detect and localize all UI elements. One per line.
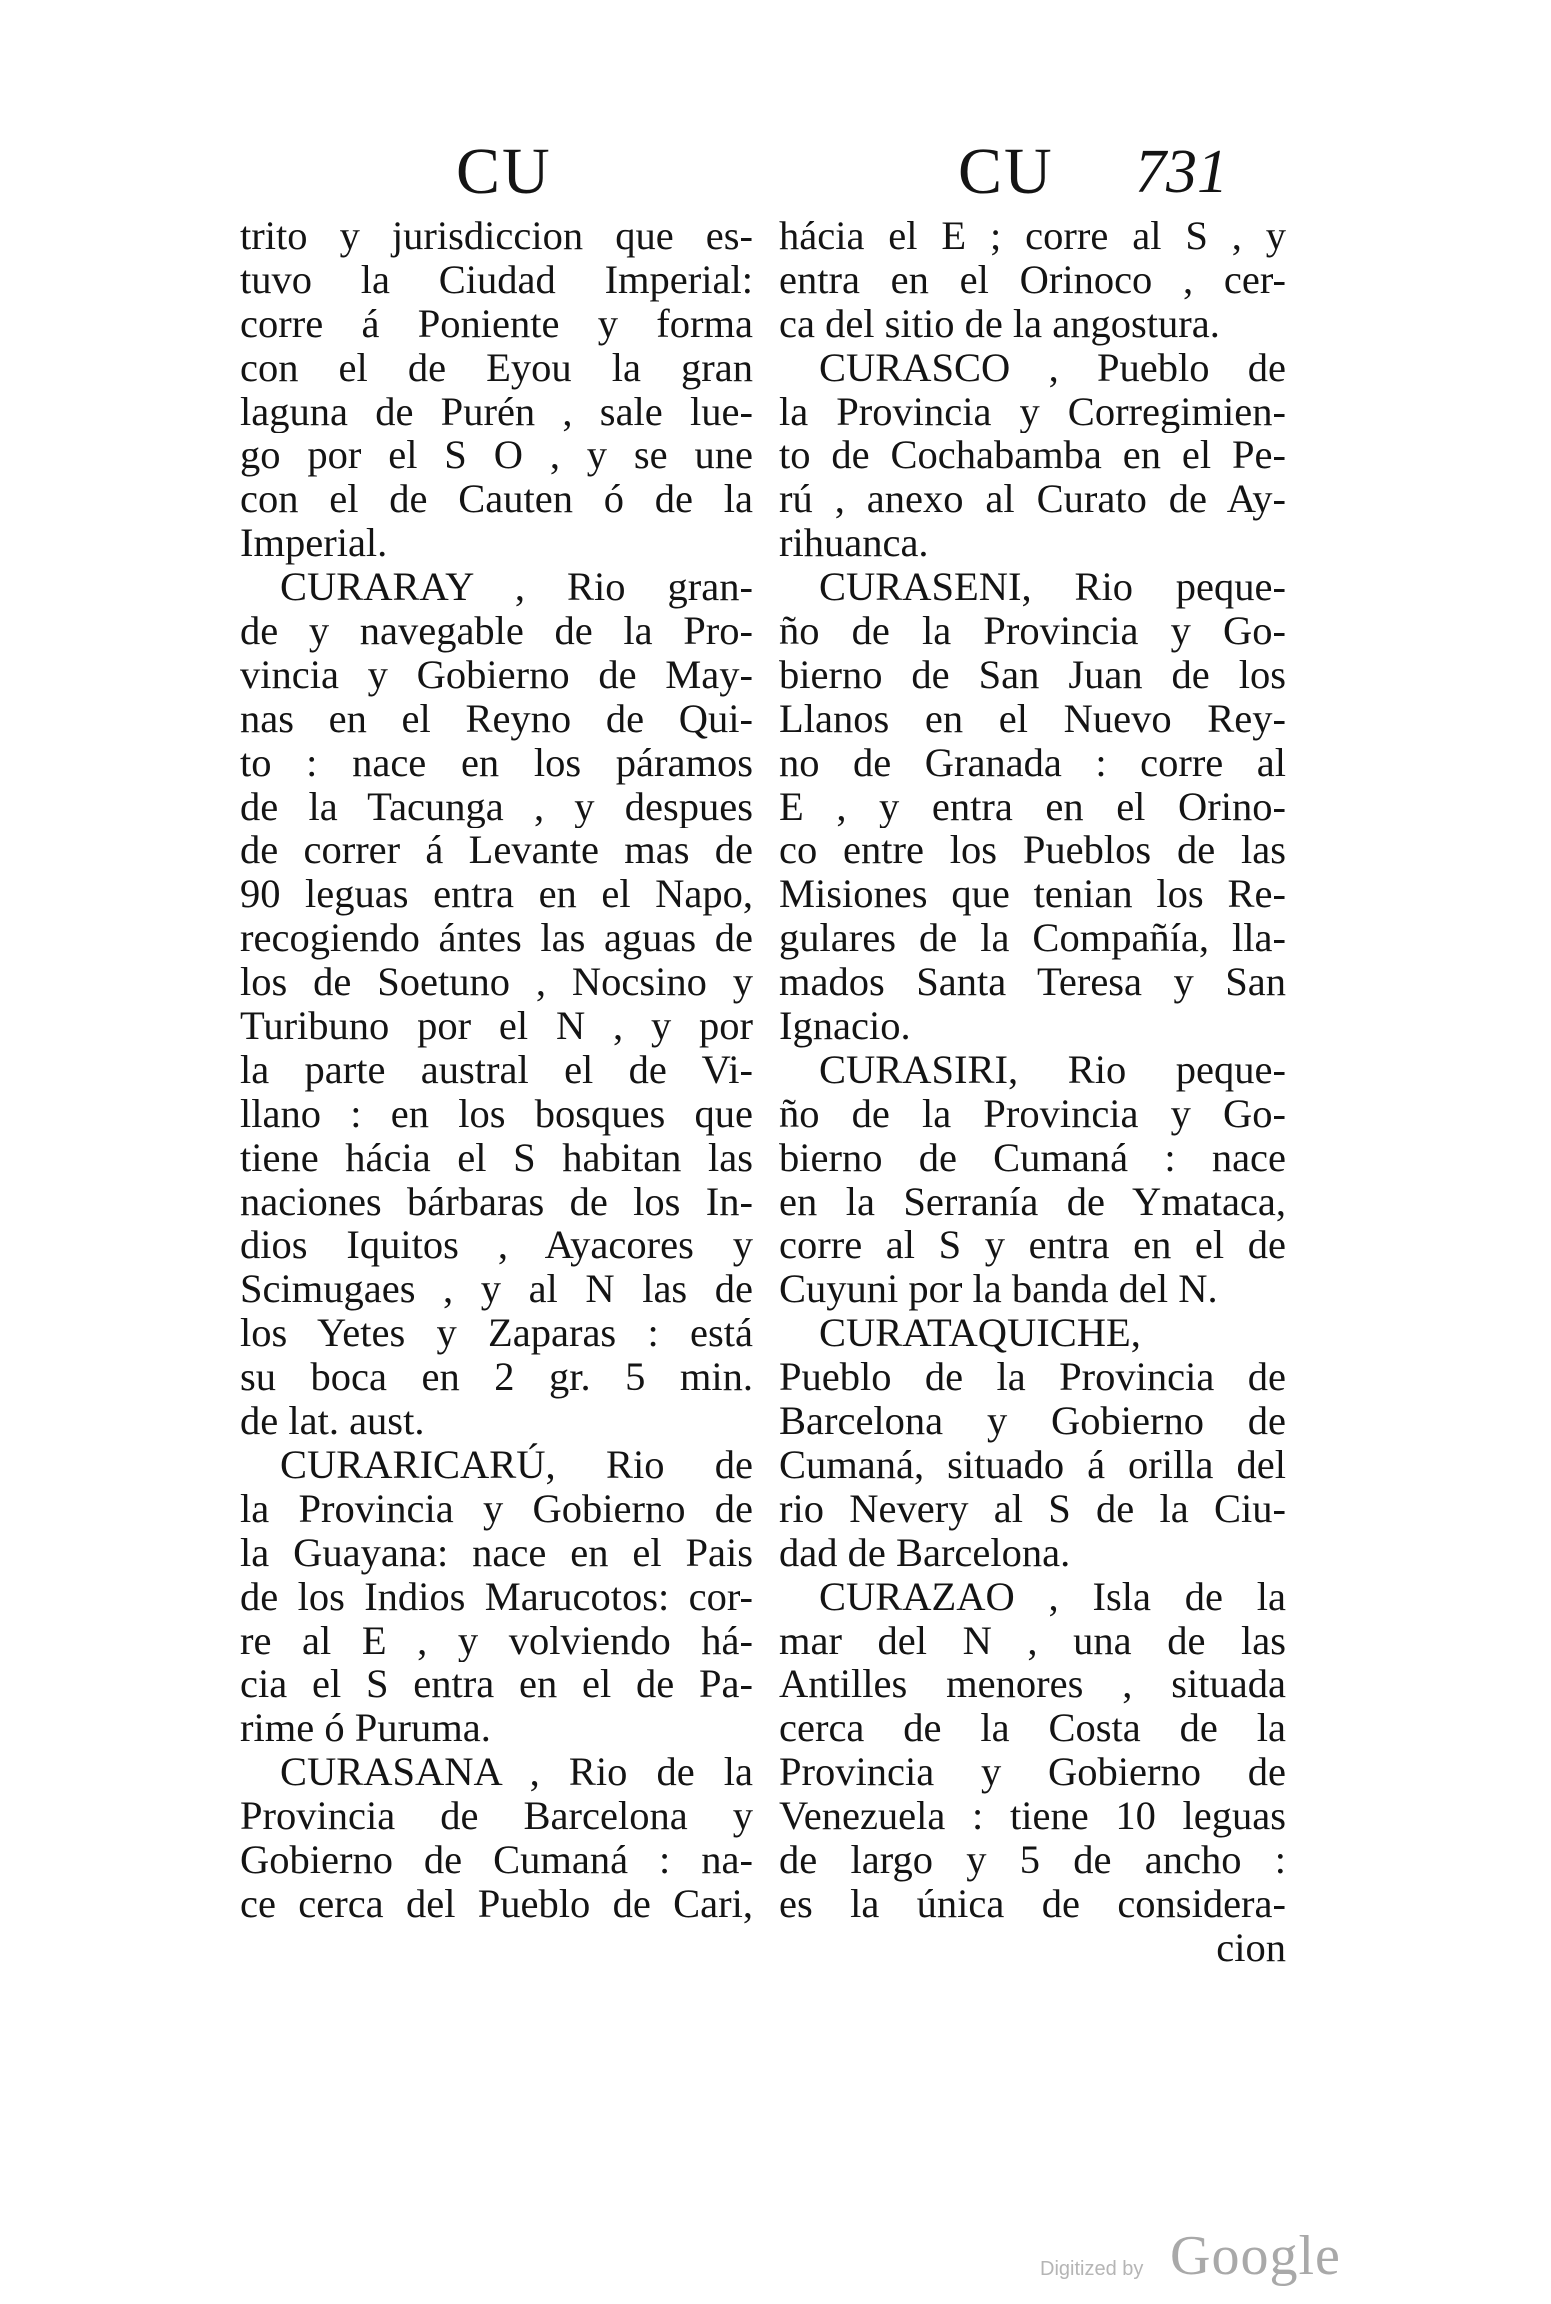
text-line: Pueblo de la Provincia de — [779, 1355, 1286, 1400]
text-line: de lat. aust. — [240, 1399, 425, 1443]
google-logo: Google — [1170, 2225, 1341, 2287]
text-line: re al E , y volviendo há- — [240, 1618, 753, 1663]
text-line: trito y jurisdiccion que es- — [240, 214, 753, 258]
text-line: Turibuno por el N , y por — [240, 1004, 753, 1048]
left-running-head: CU — [456, 135, 552, 208]
text-line: de largo y 5 de ancho : — [779, 1837, 1286, 1882]
text-line: Provincia y Gobierno de — [779, 1750, 1286, 1795]
text-line: cerca de la Costa de la — [779, 1706, 1286, 1751]
text-line: la parte austral el de Vi- — [240, 1047, 753, 1092]
text-line: en la Serranía de Ymataca, — [779, 1179, 1286, 1224]
text-line: no de Granada : corre al — [779, 740, 1286, 785]
text-line: Cuyuni por la banda del N. — [779, 1267, 1218, 1312]
text-line: Misiones que tenian los Re- — [779, 872, 1286, 917]
text-line: los Yetes y Zaparas : está — [240, 1311, 753, 1356]
text-line: la Provincia y Gobierno de — [240, 1486, 753, 1531]
text-line: de los Indios Marucotos: cor- — [240, 1574, 753, 1619]
text-line: con el de Cauten ó de la — [240, 477, 753, 522]
right-text-column — [779, 214, 1286, 1970]
digitized-watermark — [1040, 2220, 1380, 2290]
text-line: su boca en 2 gr. 5 min. — [240, 1355, 753, 1400]
text-line: mar del N , una de las — [779, 1618, 1286, 1663]
text-line: to de Cochabamba en el Pe- — [779, 433, 1286, 478]
text-line: Imperial. — [240, 521, 388, 566]
text-line: 90 leguas entra en el Napo, — [240, 872, 753, 917]
text-line: gulares de la Compañía, lla- — [779, 916, 1286, 961]
text-line: Provincia de Barcelona y — [240, 1794, 753, 1838]
text-line: llano : en los bosques que — [240, 1091, 753, 1136]
text-line: CURATAQUICHE, — [819, 1311, 1141, 1356]
text-line: CURARAY , Rio gran- — [280, 565, 753, 610]
text-line: laguna de Purén , sale lue- — [240, 389, 753, 434]
text-line: de la Tacunga , y despues — [240, 784, 753, 829]
text-line: co entre los Pueblos de las — [779, 828, 1286, 873]
text-line: go por el S O , y se une — [240, 433, 753, 478]
text-line: Gobierno de Cumaná : na- — [240, 1837, 753, 1882]
text-line: recogiendo ántes las aguas de — [240, 916, 753, 961]
text-line: CURASCO , Pueblo de — [819, 345, 1286, 390]
text-line: nas en el Reyno de Qui- — [240, 696, 753, 741]
text-line: ce cerca del Pueblo de Cari, — [240, 1881, 753, 1926]
text-line: Venezuela : tiene 10 leguas — [779, 1794, 1286, 1838]
text-line: ño de la Provincia y Go- — [779, 1091, 1286, 1136]
text-line: los de Soetuno , Nocsino y — [240, 960, 753, 1005]
text-line: rihuanca. — [779, 521, 929, 566]
text-line: Cumaná, situado á orilla del — [779, 1442, 1286, 1487]
page-header — [0, 132, 1551, 212]
text-line: Antilles menores , situada — [779, 1662, 1286, 1707]
text-line: CURAZAO , Isla de la — [819, 1574, 1286, 1619]
text-line: la Provincia y Corregimien- — [779, 389, 1286, 434]
text-line: Barcelona y Gobierno de — [779, 1399, 1286, 1443]
text-line: de correr á Levante mas de — [240, 828, 753, 873]
text-line: dad de Barcelona. — [779, 1530, 1071, 1575]
text-line: ca del sitio de la angostura. — [779, 301, 1220, 346]
left-text-column — [240, 214, 753, 1926]
text-line: es la única de considera- — [779, 1881, 1286, 1926]
text-line: cion — [1216, 1925, 1286, 1970]
text-line: cia el S entra en el de Pa- — [240, 1662, 753, 1707]
page-number: 731 — [1135, 138, 1228, 206]
text-line: mados Santa Teresa y San — [779, 960, 1286, 1005]
text-line: CURASENI, Rio peque- — [819, 565, 1286, 610]
text-line: hácia el E ; corre al S , y — [779, 214, 1286, 258]
text-line: naciones bárbaras de los In- — [240, 1179, 753, 1224]
text-line: CURASIRI, Rio peque- — [819, 1047, 1286, 1092]
text-line: rime ó Puruma. — [240, 1706, 491, 1751]
text-line: Ignacio. — [779, 1004, 911, 1048]
text-line: E , y entra en el Orino- — [779, 784, 1286, 829]
text-line: vincia y Gobierno de May- — [240, 652, 753, 697]
text-line: CURASANA , Rio de la — [280, 1750, 753, 1795]
text-line: tuvo la Ciudad Imperial: — [240, 257, 753, 302]
text-line: con el de Eyou la gran — [240, 345, 753, 390]
text-line: de y navegable de la Pro- — [240, 609, 753, 653]
text-line: corre al S y entra en el de — [779, 1223, 1286, 1268]
text-line: CURARICARÚ, Rio de — [280, 1442, 753, 1487]
right-running-head: CU — [958, 135, 1054, 208]
text-line: bierno de San Juan de los — [779, 652, 1286, 697]
text-line: dios Iquitos , Ayacores y — [240, 1223, 753, 1268]
digitized-by-label: Digitized by — [1040, 2258, 1144, 2280]
text-line: entra en el Orinoco , cer- — [779, 257, 1286, 302]
text-line: to : nace en los páramos — [240, 740, 753, 785]
text-line: Scimugaes , y al N las de — [240, 1267, 753, 1312]
text-line: tiene hácia el S habitan las — [240, 1135, 753, 1180]
text-line: Llanos en el Nuevo Rey- — [779, 696, 1286, 741]
text-line: ño de la Provincia y Go- — [779, 609, 1286, 653]
text-line: bierno de Cumaná : nace — [779, 1135, 1286, 1180]
text-line: rio Nevery al S de la Ciu- — [779, 1486, 1286, 1531]
text-line: rú , anexo al Curato de Ay- — [779, 477, 1286, 522]
text-line: corre á Poniente y forma — [240, 301, 753, 346]
text-line: la Guayana: nace en el Pais — [240, 1530, 753, 1575]
